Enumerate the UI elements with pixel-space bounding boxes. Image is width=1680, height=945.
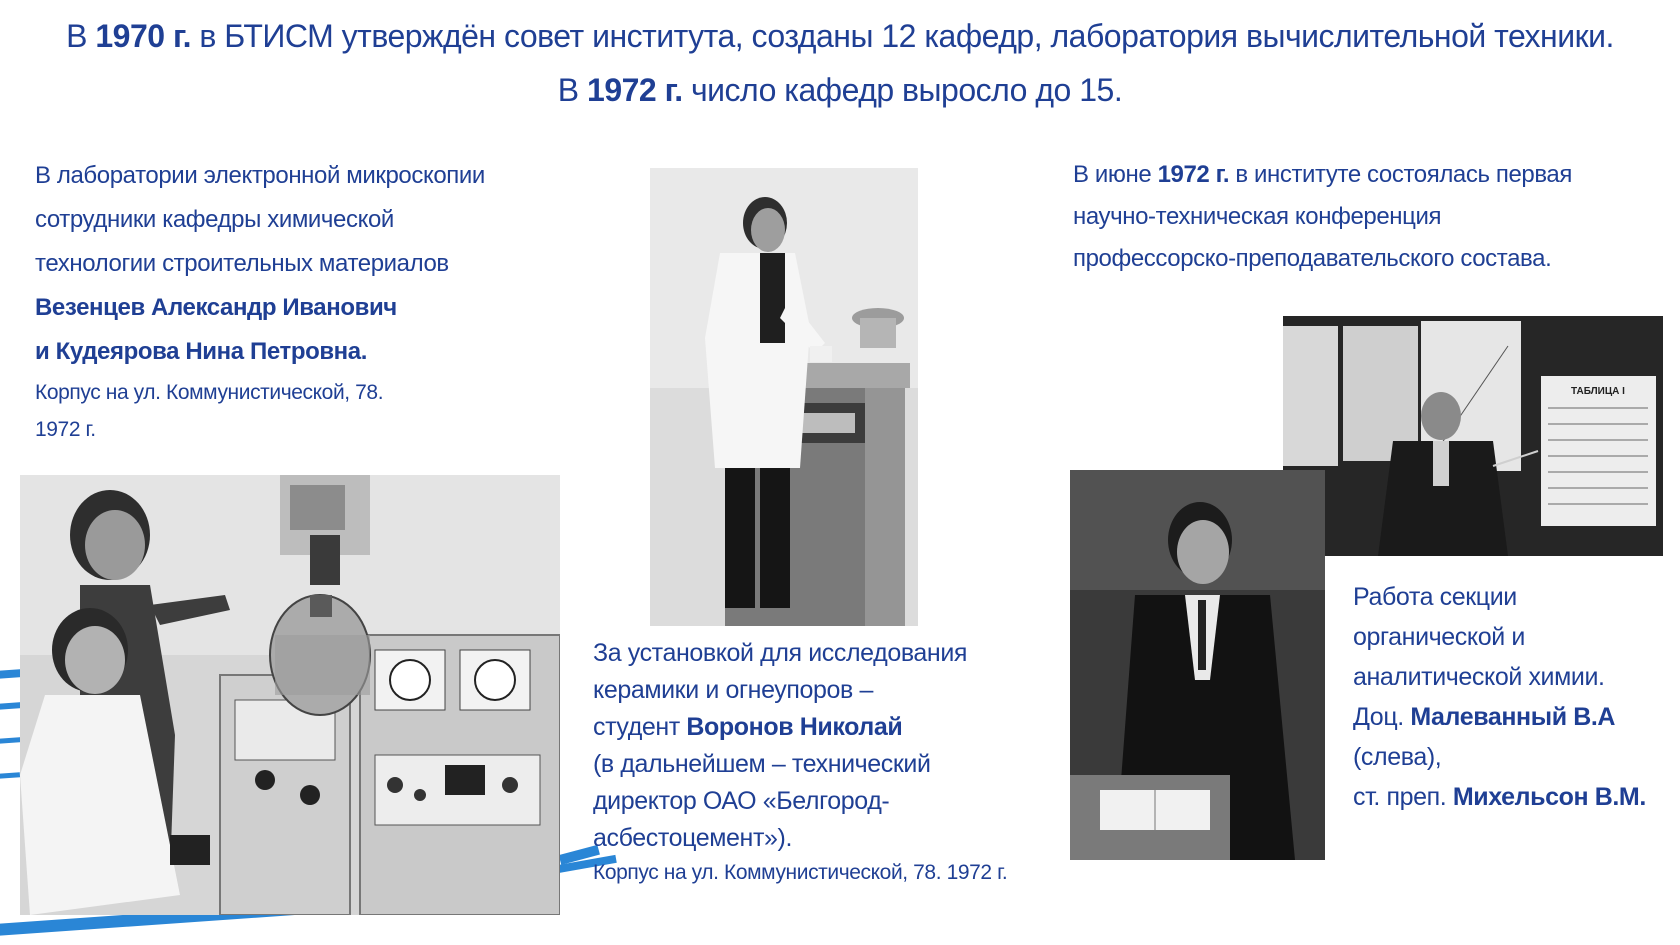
decorative-streak [0, 772, 20, 780]
middle-caption: За установкой для исследования керамики и огнеупоров – студент Воронов Николай (в дальнейшем – технический директор ОАО «Белгород- асбестоцемент»). Корпус на ул. Коммунистической, 78. 1972 г. [593, 639, 1008, 884]
right-top-caption: В июне 1972 г. в институте состоялась первая научно-техническая конференция профессорско-преподавательского состава. [1073, 161, 1572, 272]
year-1972-june: 1972 г. [1157, 161, 1230, 188]
photo-speaker-drawing [1070, 470, 1325, 860]
photo-student-at-equipment [650, 168, 918, 626]
photo-lecture-drawing [1283, 316, 1663, 556]
photo-lab-drawing [20, 475, 560, 915]
right-bottom-caption: Работа секции органической и аналитической химии. Доц. Малеванный В.А (слева), ст. преп. Михельсон В.М. [1353, 583, 1646, 811]
left-caption: В лаборатории электронной микроскопии сотрудники кафедры химической технологии строительных материалов Везенцев Александр Иванович и Кудеярова Нина Петровна. Корпус на ул. Коммунистической, 78. 1972 г. [35, 162, 485, 441]
title-year-1970: 1970 г. [95, 18, 191, 54]
board-heading: ТАБЛИЦА I [1571, 386, 1625, 397]
person-name-voronov: Воронов Николай [686, 713, 903, 741]
photo-student-drawing [650, 168, 918, 626]
person-name-mikhelson: Михельсон В.М. [1452, 783, 1646, 811]
person-name-vezentsev: Везенцев Александр Иванович [35, 294, 397, 321]
title-year-1972: 1972 г. [587, 72, 683, 108]
page-title-line-1: В 1970 г. в БТИСМ утверждён совет института, созданы 12 кафедр, лаборатория вычислительной техники. [66, 18, 1614, 54]
photo-lecture-conference [1283, 316, 1663, 556]
photo-electron-microscopy-lab [20, 475, 560, 915]
person-name-kudeyarova: и Кудеярова Нина Петровна. [35, 338, 367, 365]
person-name-malevanny: Малеванный В.А [1410, 703, 1616, 731]
photo-speaker [1070, 470, 1325, 860]
page-title-line-2: В 1972 г. число кафедр выросло до 15. [557, 72, 1123, 108]
